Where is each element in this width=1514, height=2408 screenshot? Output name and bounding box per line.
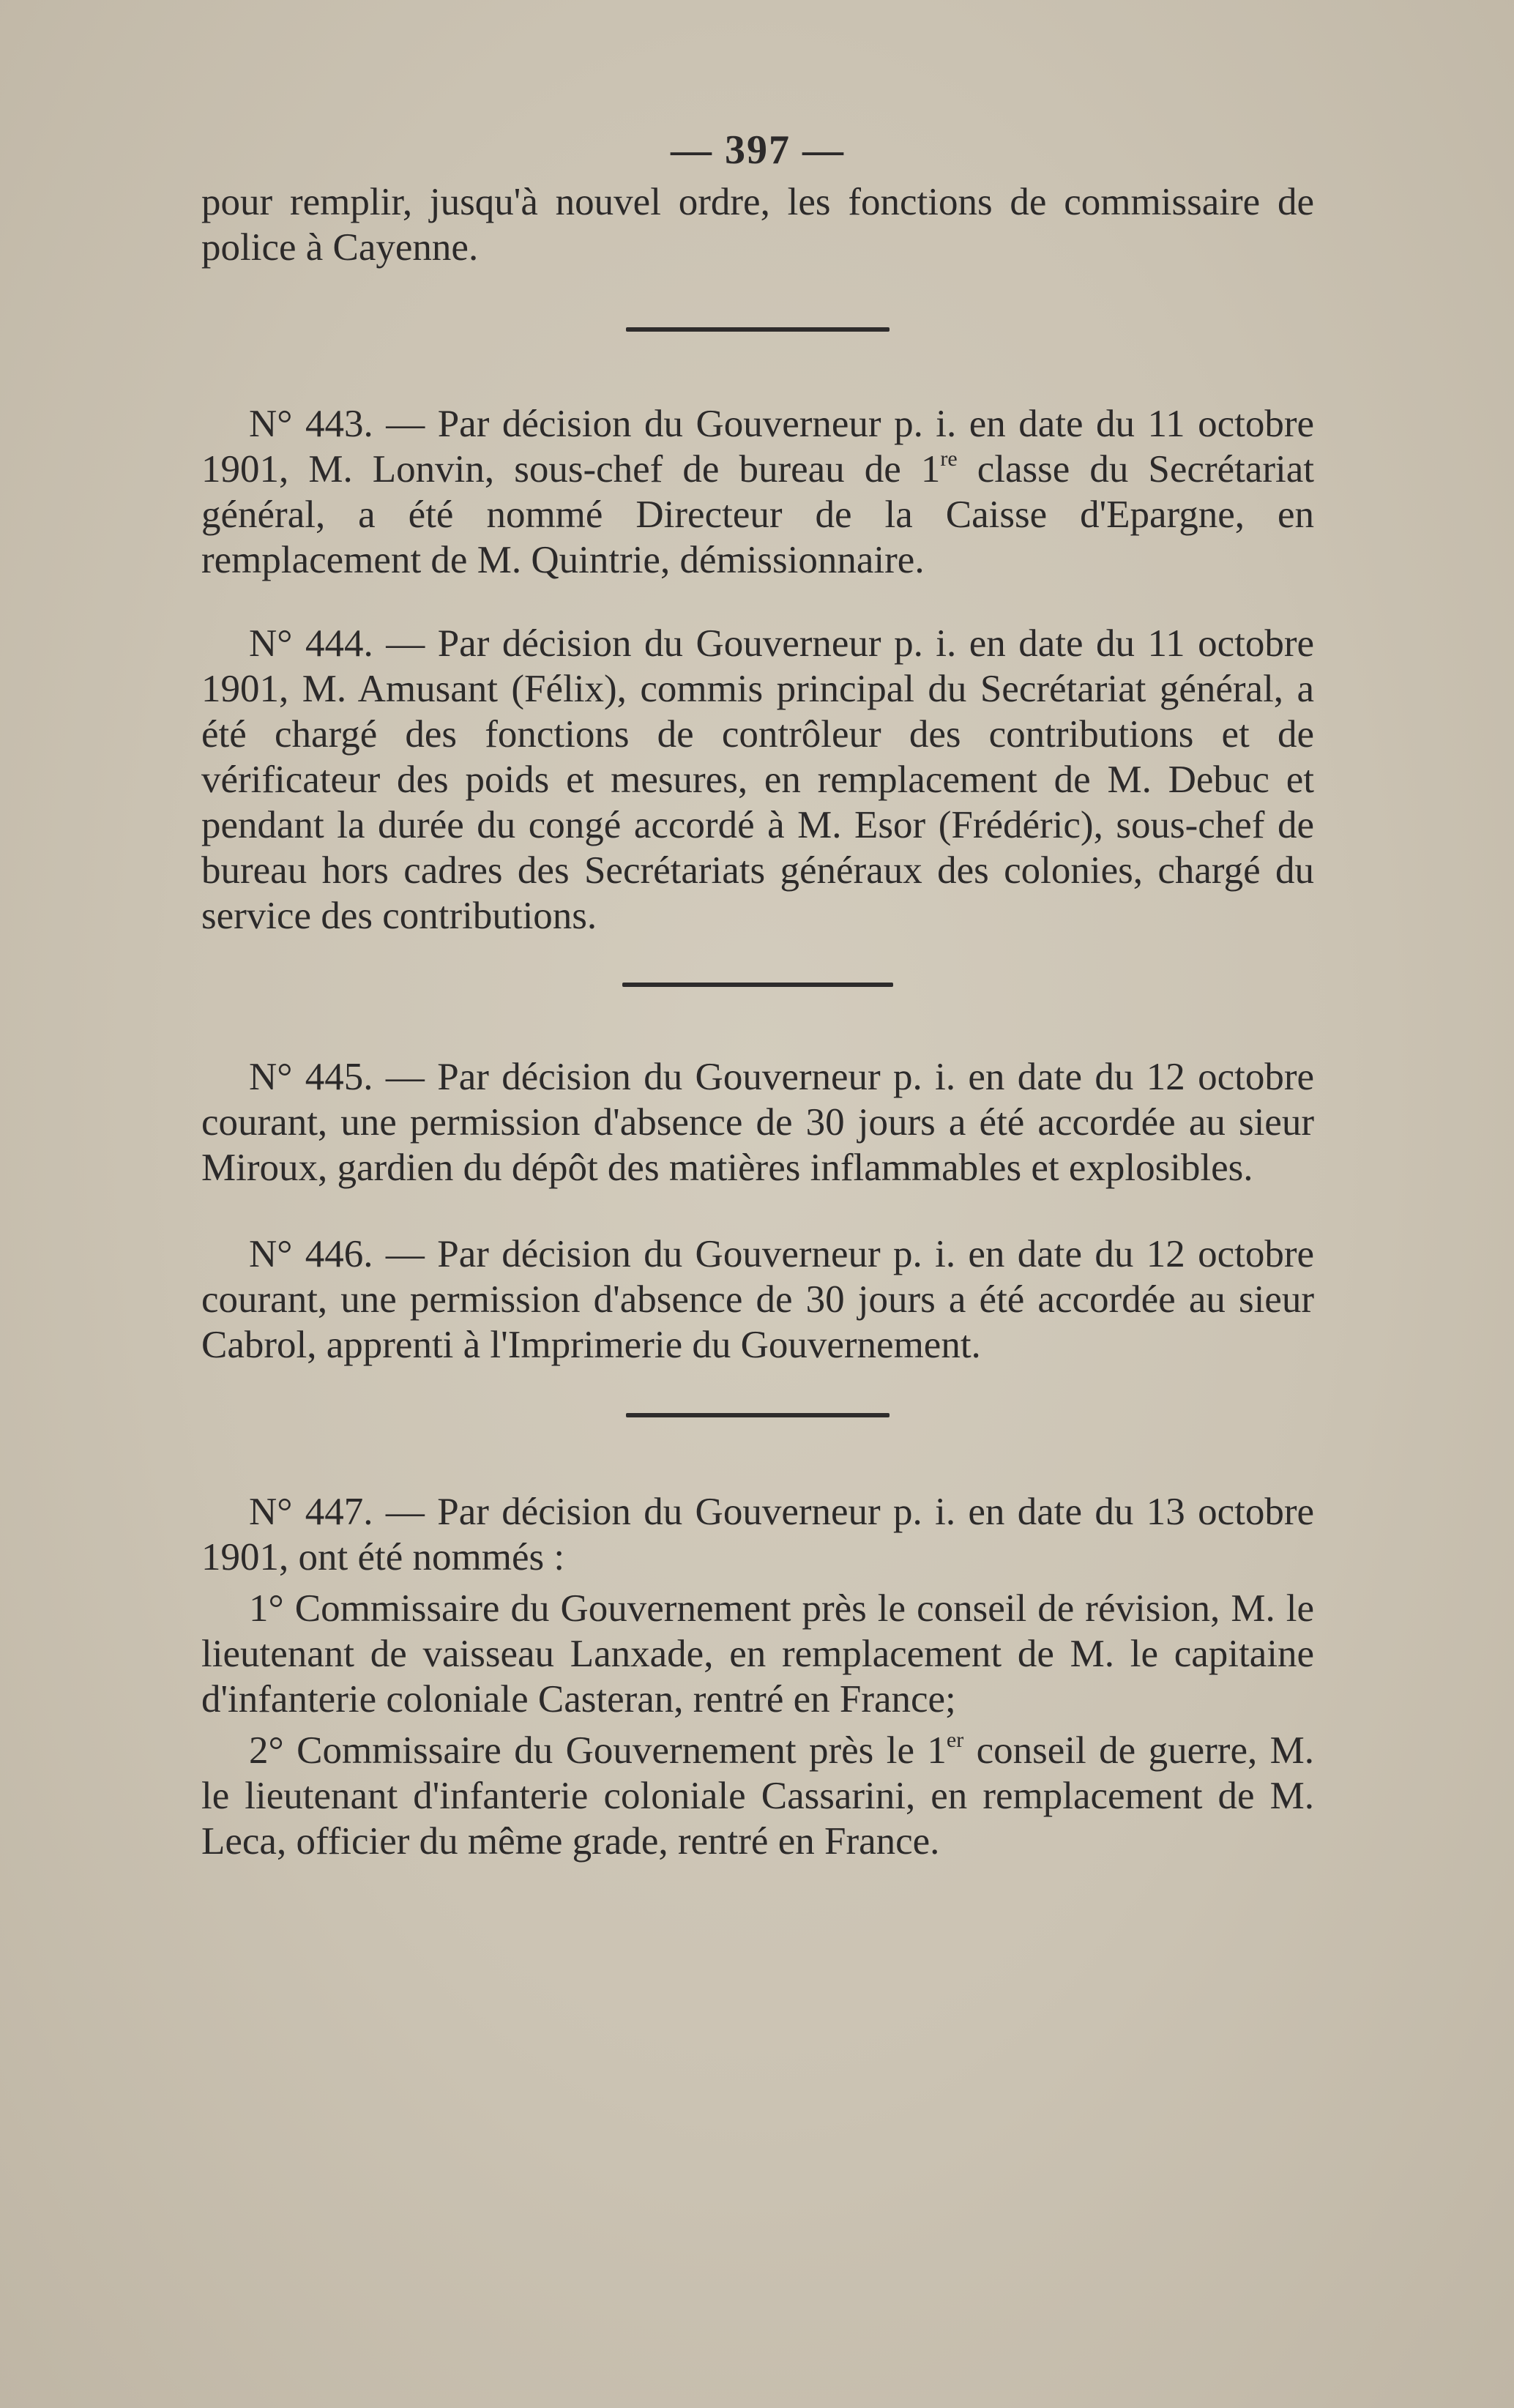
decision-446: N° 446. — Par décision du Gouverneur p. i. en date du 12 octobre courant, une permission d'absence de 30 jours a été accordée au sieur Cabrol, apprenti à l'Imprimerie du Gouvernement. xyxy=(201,1232,1314,1366)
decision-443-text-end: classe du Secrétariat général, a été nommé Directeur de la Caisse d'Epargne, en remplacement de M. Quintrie, démissionnaire. xyxy=(201,447,1314,581)
appointment-2-text-end: conseil de guerre, M. le lieutenant d'infanterie coloniale Cassarini, en remplacement de M. Leca, officier du même grade, rentré en France. xyxy=(201,1729,1315,1863)
page-number: — 397 — xyxy=(671,127,845,173)
decision-444: N° 444. — Par décision du Gouverneur p. i. en date du 11 octobre 1901, M. Amusant (Félix), commis principal du Secrétariat général, a été chargé des fonctions de contrôleur des contributions et de vérificateur des poids et mesures, en remplacement de M. Debuc et pendant la durée du congé accordé à M. Esor (Frédéric), sous-chef de bureau hors cadres des Secrétariats généraux des colonies, chargé du service des contributions. xyxy=(201,622,1314,937)
appointment-2 xyxy=(201,1728,1314,1864)
decision-443 xyxy=(201,401,1314,583)
decision-445: N° 445. — Par décision du Gouverneur p. i. en date du 12 octobre courant, une permission d'absence de 30 jours a été accordée au sieur Miroux, gardien du dépôt des matières inflammables et explosibles. xyxy=(201,1055,1314,1189)
superscript-er: er xyxy=(946,1727,964,1752)
decision-447: N° 447. — Par décision du Gouverneur p. i. en date du 13 octobre 1901, ont été nommés : xyxy=(201,1490,1314,1578)
superscript-re: re xyxy=(940,446,958,471)
paragraph-continuation: pour remplir, jusqu'à nouvel ordre, les fonctions de commissaire de police à Cayenne. xyxy=(201,180,1314,269)
decision-443-text: N° 443. — Par décision du Gouverneur p. i. en date du 11 octobre 1901, M. Lonvin, sous-chef de bureau de 1 xyxy=(201,402,1314,491)
document-page xyxy=(201,128,1314,1864)
appointment-1: 1° Commissaire du Gouvernement près le conseil de révision, M. le lieutenant de vaisseau Lanxade, en remplacement de M. le capitaine d'infanterie coloniale Casteran, rentré en France; xyxy=(201,1587,1314,1721)
appointment-2-text: 2° Commissaire du Gouvernement près le 1 xyxy=(249,1729,947,1772)
